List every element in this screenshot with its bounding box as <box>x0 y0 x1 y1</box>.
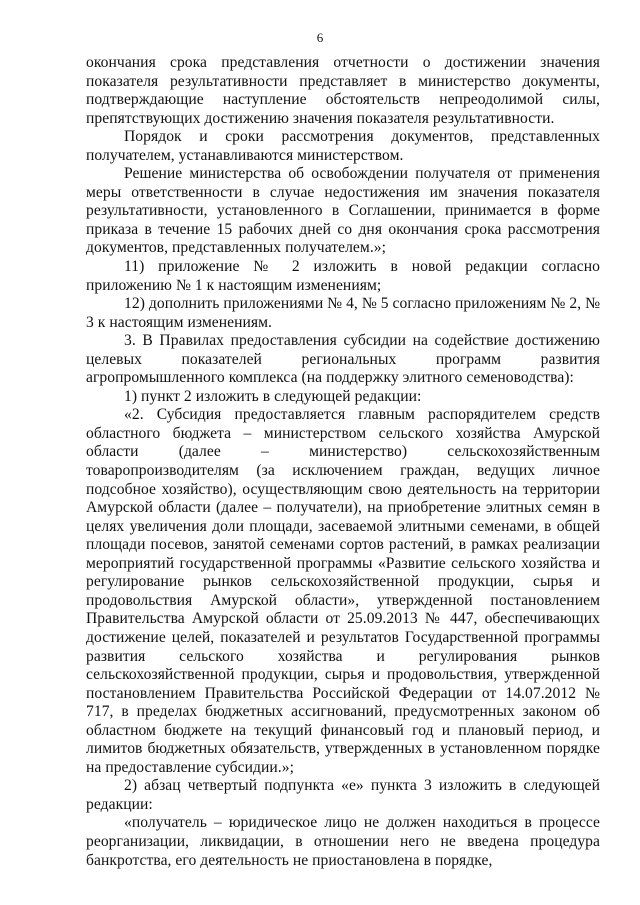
paragraph-item-11: 11) приложение № 2 изложить в новой редакции согласно приложению № 1 к настоящим изменениям; <box>86 258 600 294</box>
paragraph-section-3: 3. В Правилах предоставления субсидии на содействие достижению целевых показателей региональных программ развития агропромышленного комплекса (на поддержку элитного семеноводства): <box>86 332 600 387</box>
paragraph-continuation: окончания срока представления отчетности о достижении значения показателя результативности представляет в министерство документы, подтверждающие наступление обстоятельств непреодолимой силы, препятствующих достижению значения показателя результативности. <box>86 54 600 127</box>
paragraph-exemption-decision: Решение министерства об освобождении получателя от применения меры ответственности в случае недостижения им значения показателя результативности, установленного в Соглашении, принимается в форме приказа в течение 15 рабочих дней со дня окончания срока рассмотрения документов, представленных получателем.»; <box>86 165 600 257</box>
paragraph-subitem-1: 1) пункт 2 изложить в следующей редакции: <box>124 387 422 405</box>
paragraph-recipient-requirements: «получатель – юридическое лицо не должен находиться в процессе реорганизации, ликвидации, в отношении него не введена процедура банкротства, его деятельность не приостановлена в порядке, <box>86 814 600 869</box>
paragraph-subitem-2: 2) абзац четвертый подпункта «е» пункта 3 изложить в следующей редакции: <box>86 777 600 813</box>
paragraph-review-terms: Порядок и сроки рассмотрения документов, представленных получателем, устанавливаются министерством. <box>86 128 600 164</box>
paragraph-point-2-text: «2. Субсидия предоставляется главным распорядителем средств областного бюджета – министерством сельского хозяйства Амурской области (далее – министерство) сельскохозяйственным товаропроизводителям (за исключением граждан, ведущих личное подсобное хозяйство), осуществляющим свою деятельность на территории Амурской области (далее – получатели), на приобретение элитных семян в целях увеличения доли площади, засеваемой элитными семенами, в общей площади посевов, занятой семенами сортов растений, в рамках реализации мероприятий государственной программы «Развитие сельского хозяйства и регулирование рынков сельскохозяйственной продукции, сырья и продовольствия Амурской области», утвержденной постановлением Правительства Амурской области от 25.09.2013 № 447, обеспечивающих достижение целей, показателей и результатов Государственной программы развития сельского хозяйства и регулирования рынков сельскохозяйственной продукции, сырья и продовольствия, утвержденной постановлением Правительства Российской Федерации от 14.07.2012 № 717, в пределах бюджетных ассигнований, предусмотренных законом об областном бюджете на текущий финансовый год и плановый период, и лимитов бюджетных обязательств, утвержденных в установленном порядке на предоставление субсидии.»; <box>86 406 600 776</box>
page-number: 6 <box>316 30 324 45</box>
document-body <box>86 54 600 870</box>
paragraph-item-12: 12) дополнить приложениями № 4, № 5 согласно приложениям № 2, № 3 к настоящим изменениям. <box>86 295 600 331</box>
